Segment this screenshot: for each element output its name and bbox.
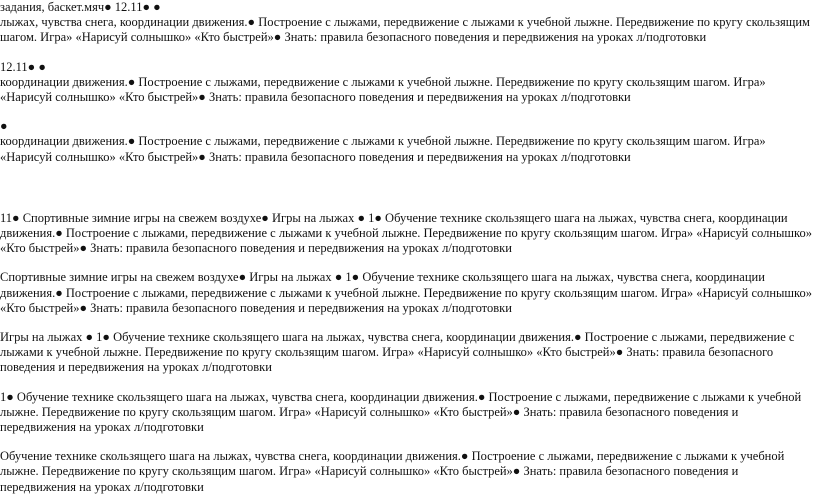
text-block-3 bbox=[0, 119, 812, 165]
text-block-1 bbox=[0, 0, 812, 46]
spacer bbox=[0, 165, 812, 211]
text-line: Спортивные зимние игры на свежем воздухе● Игры на лыжах ● 1● Обучение технике скользящего шага на лыжах, чувства снега, координации движения.● Построение с лыжами, передвижение с лыжами к учебной лыжне. Передвижение по кругу скользящим шагом. Игра» «Нарисуй солнышко» «Кто быстрей»● Знать: правила безопасного поведения и передвижения на уроках л/подготовки bbox=[0, 270, 812, 315]
text-line: Обучение технике скользящего шага на лыжах, чувства снега, координации движения.● Построение с лыжами, передвижение с лыжами к учебной лыжне. Передвижение по кругу скользящим шагом. Игра» «Нарисуй солнышко» «Кто быстрей»● Знать: правила безопасного поведения и передвижения на уроках л/подготовки bbox=[0, 449, 785, 494]
text-line: Игры на лыжах ● 1● Обучение технике скользящего шага на лыжах, чувства снега, координации движения.● Построение с лыжами, передвижение с лыжами к учебной лыжне. Передвижение по кругу скользящим шагом. Игра» «Нарисуй солнышко» «Кто быстрей»● Знать: правила безопасного поведения и передвижения на уроках л/подготовки bbox=[0, 330, 795, 375]
text-block-7 bbox=[0, 390, 812, 436]
text-line: 11● Спортивные зимние игры на свежем воздухе● Игры на лыжах ● 1● Обучение технике скользящего шага на лыжах, чувства снега, координации движения.● Построение с лыжами, передвижение с лыжами к учебной лыжне. Передвижение по кругу скользящим шагом. Игра» «Нарисуй солнышко» «Кто быстрей»● Знать: правила безопасного поведения и передвижения на уроках л/подготовки bbox=[0, 210, 812, 256]
text-line: 12.11● ● bbox=[0, 59, 46, 74]
text-block-6 bbox=[0, 330, 812, 376]
spacer bbox=[0, 435, 812, 449]
text-line: задания, баскет.мяч● 12.11● ● bbox=[0, 0, 161, 14]
text-line: координации движения.● Построение с лыжами, передвижение с лыжами к учебной лыжне. Передвижение по кругу скользящим шагом. Игра» «Нарисуй солнышко» «Кто быстрей»● Знать: правила безопасного поведения и передвижения на уроках л/подготовки bbox=[0, 74, 766, 105]
spacer bbox=[0, 376, 812, 390]
spacer bbox=[0, 316, 812, 330]
spacer bbox=[0, 105, 812, 119]
text-block-8 bbox=[0, 449, 812, 495]
text-block-4 bbox=[0, 211, 812, 257]
spacer bbox=[0, 256, 812, 270]
text-line: лыжах, чувства снега, координации движения.● Построение с лыжами, передвижение с лыжами к учебной лыжне. Передвижение по кругу скользящим шагом. Игра» «Нарисуй солнышко» «Кто быстрей»● Знать: правила безопасного поведения и передвижения на уроках л/подготовки bbox=[0, 15, 810, 45]
text-line: 1● Обучение технике скользящего шага на лыжах, чувства снега, координации движения.● Построение с лыжами, передвижение с лыжами к учебной лыжне. Передвижение по кругу скользящим шагом. Игра» «Нарисуй солнышко» «Кто быстрей»● Знать: правила безопасного поведения и передвижения на уроках л/подготовки bbox=[0, 389, 802, 435]
spacer bbox=[0, 46, 812, 60]
text-block-2 bbox=[0, 60, 812, 106]
text-line: координации движения.● Построение с лыжами, передвижение с лыжами к учебной лыжне. Передвижение по кругу скользящим шагом. Игра» «Нарисуй солнышко» «Кто быстрей»● Знать: правила безопасного поведения и передвижения на уроках л/подготовки bbox=[0, 134, 766, 164]
text-line: ● bbox=[0, 119, 8, 134]
text-block-5 bbox=[0, 270, 812, 316]
